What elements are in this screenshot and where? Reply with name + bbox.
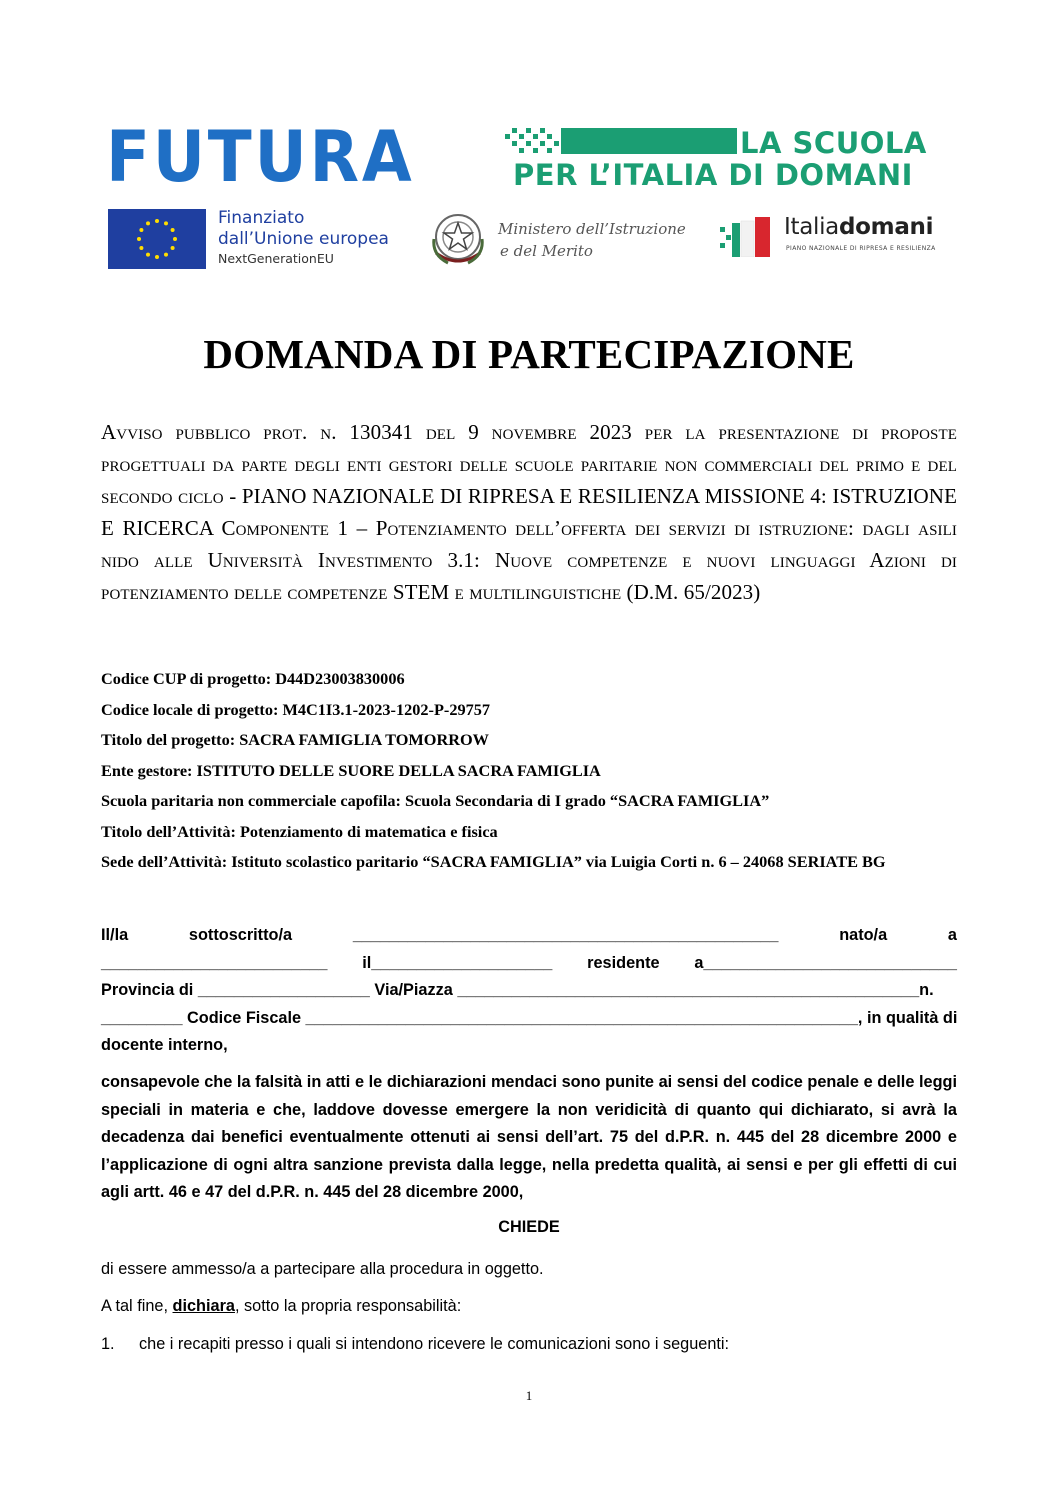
info-scuola-capofila: Scuola paritaria non commerciale capofila: Scuola Secondaria di I grado “SACRA FAMIGLIA” [101,791,770,810]
italiadomani-regular: Italia [784,214,839,240]
ministero-line-2: e del Merito [500,242,593,260]
dichiara-pre: A tal fine, [101,1297,173,1315]
form-line-1 [101,922,957,950]
scuola-line-1: LA SCUOLA [740,126,927,160]
label-il-la: Il/la [101,926,129,944]
personal-data-form [101,922,957,1060]
chiede-heading: CHIEDE [498,1218,560,1236]
avviso-paragraph: Avviso pubblico prot. n. 130341 del 9 novembre 2023 per la presentazione di proposte progettuali da parte degli enti gestori delle scuole paritarie non commerciali del primo e del secondo ciclo - PIANO NAZIONALE DI RIPRESA E RESILIENZA MISSIONE 4: ISTRUZIONE E RICERCA Componente 1 – Potenziamento dell’offerta dei servizi di istruzione: dagli asili nido alle Università Investimento 3.1: Nuove competenze e nuovi linguaggi Azioni di potenziamento delle competenze STEM e multilinguistiche (D.M. 65/2023) [101,420,957,604]
info-titolo-attivita: Titolo dell’Attività: Potenziamento di matematica e fisica [101,821,498,841]
form-line-5 [101,1032,957,1060]
ammesso-text: di essere ammesso/a a partecipare alla procedura in oggetto. [101,1260,544,1278]
list-item-1-number: 1. [101,1335,115,1353]
list-item-1-text: che i recapiti presso i quali si intendono ricevere le comunicazioni sono i seguenti: [139,1335,730,1353]
form-line-4 [101,1005,957,1033]
dichiara-text [101,1297,461,1316]
label-residente: residente [587,953,660,972]
italiadomani-flag-icon [720,217,772,257]
eu-line-2: dall’Unione europea [218,229,389,249]
label-sottoscritto: sottoscritto/a [188,926,293,944]
birthplace-blank-field[interactable]: _________________________ [101,953,328,972]
italiadomani-logo [784,214,933,240]
scuola-italia-domani-logo [505,128,955,192]
label-docente-interno: docente interno, [101,1036,228,1054]
form-line-3 [101,977,957,1005]
eu-flag-icon [108,209,206,269]
name-blank-field[interactable]: _______________________________________________ [352,926,779,944]
birthdate-blank-field[interactable]: il____________________ [362,953,553,972]
form-line-2 [101,950,957,978]
codice-fiscale-blank-field[interactable]: _________ Codice Fiscale _____________________________________________________________, in qualità di [101,1008,958,1027]
eu-line-3: NextGenerationEU [218,251,334,266]
label-a: a [947,926,957,944]
info-codice-locale: Codice locale di progetto: M4C1I3.1-2023-1202-P-29757 [101,699,491,719]
info-sede-attivita: Sede dell’Attività: Istituto scolastico paritario “SACRA FAMIGLIA” via Luigia Corti n. 6 – 24068 SERIATE BG [101,852,886,871]
project-info [101,664,971,878]
info-ente-gestore: Ente gestore: ISTITUTO DELLE SUORE DELLA SACRA FAMIGLIA [101,760,601,780]
ministero-line-1: Ministero dell’Istruzione [498,220,686,238]
republic-emblem-icon [428,209,488,269]
page-number: 1 [525,1388,533,1403]
label-nato: nato/a [839,926,888,944]
dichiara-word: dichiara [172,1297,235,1315]
eu-line-1: Finanziato [218,208,305,228]
document-title: DOMANDA DI PARTECIPAZIONE [203,331,855,377]
italiadomani-bold: domani [838,214,934,240]
pixel-pattern-icon [505,128,737,156]
info-titolo-progetto: Titolo del progetto: SACRA FAMIGLIA TOMORROW [101,730,489,749]
residence-blank-field[interactable]: a____________________________ [694,953,957,972]
dichiara-post: , sotto la propria responsabilità: [234,1297,462,1315]
info-cup: Codice CUP di progetto: D44D23003830006 [101,669,405,688]
scuola-line-2: PER L’ITALIA DI DOMANI [513,158,913,192]
italiadomani-subtitle: PIANO NAZIONALE DI RIPRESA E RESILIENZA [786,245,936,252]
ministero-text [498,218,686,262]
provincia-via-blank-fields[interactable]: Provincia di ___________________ Via/Piazza ___________________________________________________n. [101,981,934,999]
consapevole-paragraph: consapevole che la falsità in atti e le dichiarazioni mendaci sono punite ai sensi del codice penale e delle leggi speciali in materia e che, laddove dovesse emergere la non veridicità di quanto qui dichiarato, si avrà la decadenza dai benefici eventualmente ottenuti ai sensi dell’art. 75 del d.P.R. n. 445 del 28 dicembre 2000 e l’applicazione di ogni altra sanzione prevista dalla legge, nella predetta qualità, ai sensi e per gli effetti di cui agli artt. 46 e 47 del d.P.R. n. 445 del 28 dicembre 2000, [101,1073,957,1201]
futura-logo: FUTURA [106,116,415,198]
eu-funding-text [218,208,389,268]
